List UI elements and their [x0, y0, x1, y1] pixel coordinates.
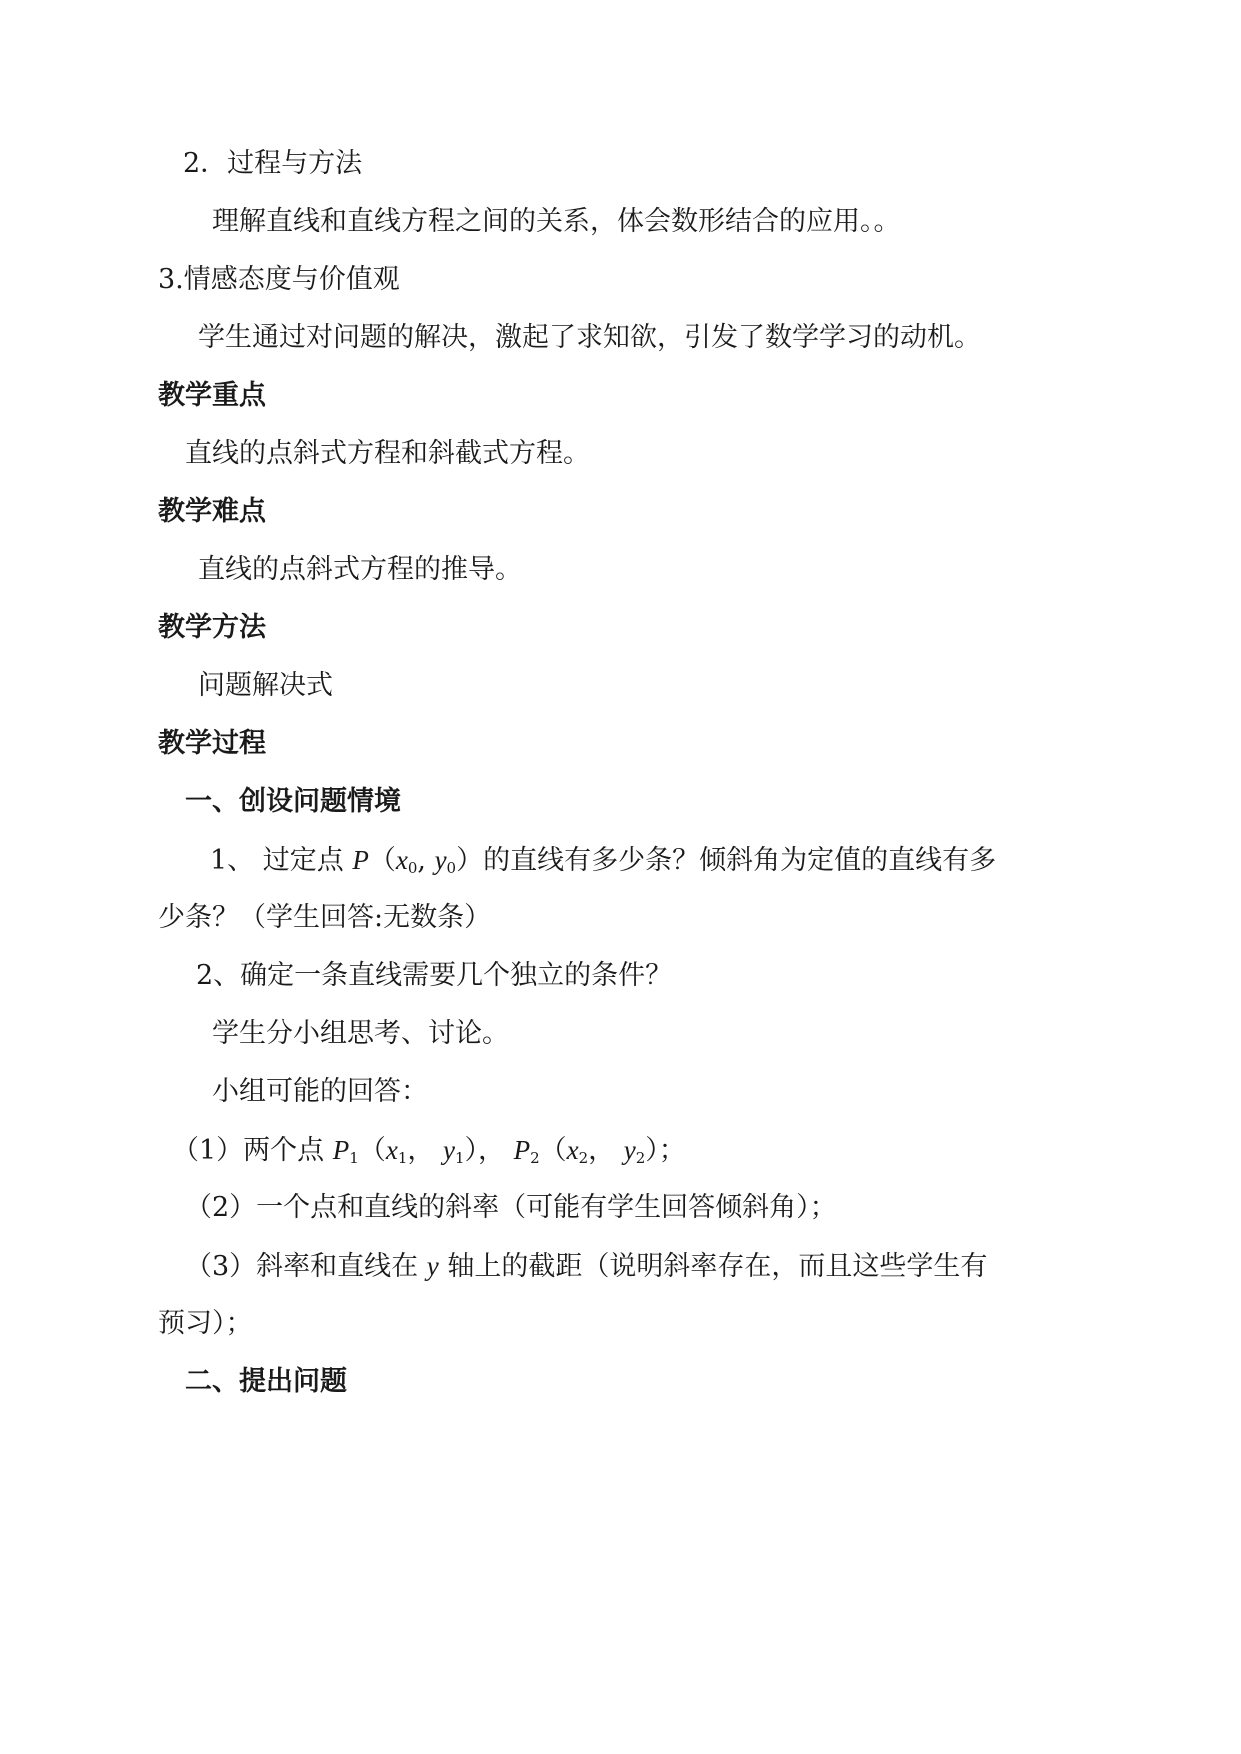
heading-method: 教学方法	[158, 612, 266, 643]
heading-key-points: 教学重点	[158, 380, 266, 411]
subsection-process-method: 2．过程与方法	[183, 148, 363, 179]
paren: （	[368, 845, 396, 876]
paren: ）；	[645, 1135, 686, 1166]
paragraph: 理解直线和直线方程之间的关系，体会数形结合的应用。。	[212, 206, 901, 237]
paragraph: 小组可能的回答：	[212, 1076, 428, 1107]
paren: ）	[456, 845, 484, 876]
answer-text: 轴上的截距（说明斜率存在，而且这些学生有	[447, 1251, 988, 1282]
math-symbol: x	[566, 1135, 579, 1165]
answer-text: （1）两个点	[172, 1135, 325, 1166]
comma: ，	[407, 1135, 443, 1166]
question-1-continued: 少条？（学生回答:无数条）	[158, 902, 492, 933]
paren: （	[358, 1135, 386, 1166]
subscript: 1	[454, 1149, 465, 1167]
heading-teaching-process: 教学过程	[158, 728, 266, 759]
math-symbol: P	[332, 1135, 350, 1165]
question-1	[210, 842, 996, 886]
answer-3-continued: 预习）；	[158, 1308, 253, 1339]
subscript: 0	[446, 859, 457, 877]
answer-text: （3）斜率和直线在	[185, 1251, 419, 1282]
answer-1	[172, 1132, 686, 1176]
section-raise-question: 二、提出问题	[185, 1366, 347, 1397]
subscript: 1	[349, 1149, 359, 1167]
math-symbol: y	[623, 1135, 636, 1165]
math-symbol: P	[513, 1135, 531, 1165]
paragraph: 学生分小组思考、讨论。	[212, 1018, 509, 1049]
question-text: 1、 过定点	[210, 845, 344, 876]
paragraph: 直线的点斜式方程和斜截式方程。	[185, 438, 590, 469]
paragraph: 直线的点斜式方程的推导。	[198, 554, 522, 585]
subscript: 1	[397, 1149, 408, 1167]
section-create-situation: 一、创设问题情境	[185, 786, 401, 817]
math-symbol: y	[442, 1135, 455, 1165]
paragraph: 学生通过对问题的解决，激起了求知欲，引发了数学学习的动机。	[198, 322, 981, 353]
comma: ,	[417, 845, 435, 876]
comma: ，	[588, 1135, 624, 1166]
subscript: 2	[578, 1149, 589, 1167]
math-symbol: y	[434, 845, 447, 875]
heading-difficulties: 教学难点	[158, 496, 266, 527]
paren: ），	[464, 1135, 514, 1166]
math-symbol: y	[426, 1251, 439, 1281]
question-2: 2、确定一条直线需要几个独立的条件？	[196, 960, 673, 991]
answer-3	[185, 1248, 987, 1285]
subsection-attitude-values: 3.情感态度与价值观	[158, 264, 400, 295]
subscript: 0	[407, 859, 418, 877]
subscript: 2	[635, 1149, 646, 1167]
math-symbol: x	[395, 845, 408, 875]
answer-2: （2）一个点和直线的斜率（可能有学生回答倾斜角）；	[185, 1192, 837, 1223]
math-symbol: P	[352, 845, 369, 875]
paren: （	[539, 1135, 567, 1166]
math-symbol: x	[385, 1135, 398, 1165]
subscript: 2	[530, 1149, 540, 1167]
question-text: 的直线有多少条？倾斜角为定值的直线有多	[483, 845, 997, 876]
paragraph: 问题解决式	[198, 670, 333, 701]
